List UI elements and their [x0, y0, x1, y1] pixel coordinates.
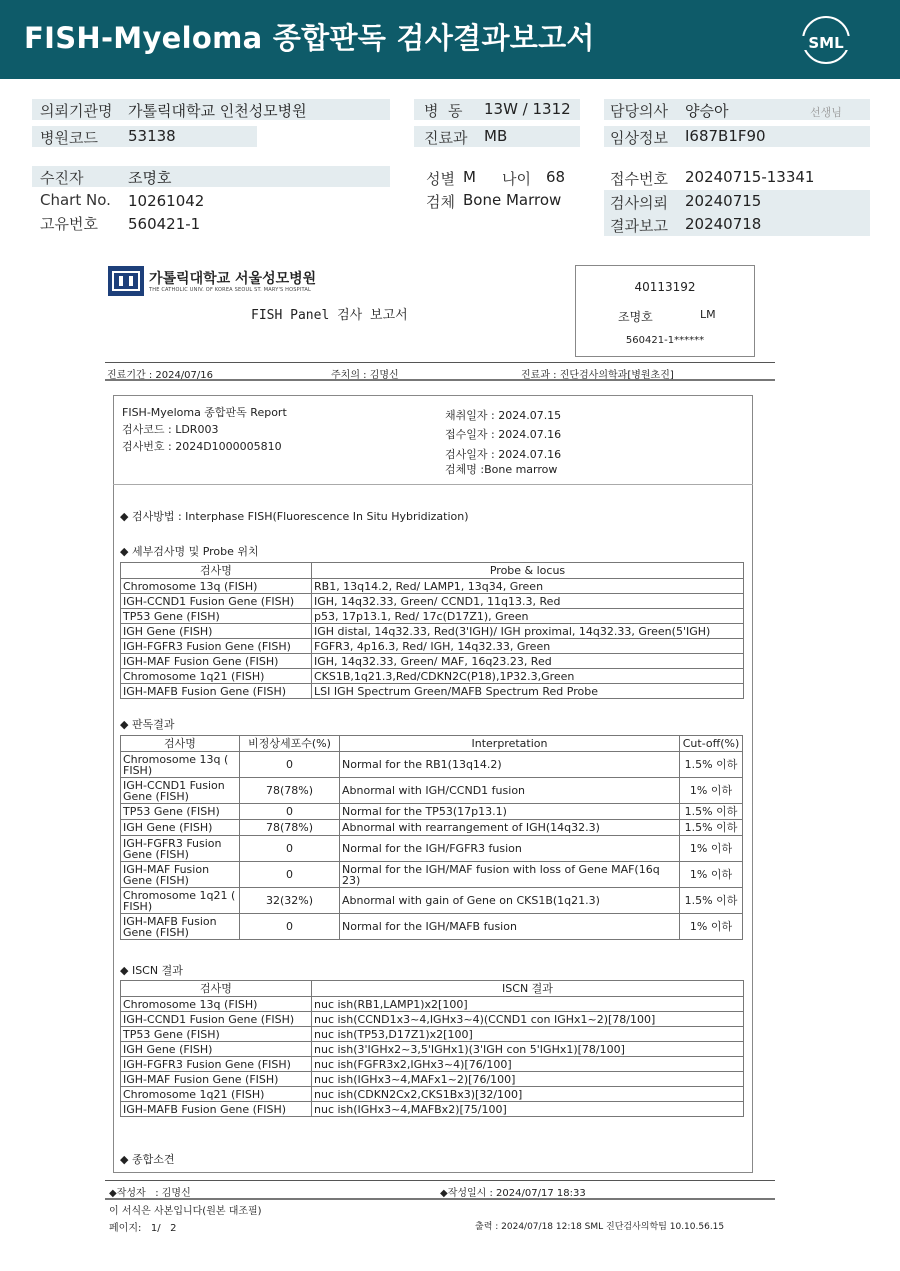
result-label: 결과보고: [610, 217, 668, 235]
table-cell: IGH, 14q32.33, Green/ MAF, 16q23.23, Red: [312, 654, 744, 669]
divider: [105, 379, 775, 381]
table-cell: 1.5% 이하: [680, 804, 743, 820]
clinical-value: I687B1F90: [685, 127, 766, 145]
table-cell: IGH-FGFR3 Fusion Gene (FISH): [121, 639, 312, 654]
request-value: 20240715: [685, 192, 762, 210]
summary-collected: 채취일자 : 2024.07.15: [445, 409, 562, 422]
table-row: [121, 654, 744, 669]
age-value: 68: [546, 168, 566, 186]
ward-label: 병 동: [424, 102, 463, 120]
table-cell: nuc ish(FGFR3x2,IGHx3~4)[76/100]: [312, 1057, 744, 1072]
table-cell: 1% 이하: [680, 862, 743, 888]
table-row: [121, 579, 744, 594]
table-row: [121, 914, 743, 940]
summary-name: FISH-Myeloma 종합판독 Report: [122, 406, 287, 419]
doctor-label: 담당의사: [610, 102, 668, 120]
table-cell: 1% 이하: [680, 778, 743, 804]
table-cell: FGFR3, 4p16.3, Red/ IGH, 14q32.33, Green: [312, 639, 744, 654]
table-cell: IGH Gene (FISH): [121, 624, 312, 639]
sex-value: M: [463, 168, 476, 186]
chart-label: Chart No.: [40, 191, 111, 209]
result-value: 20240718: [685, 215, 762, 233]
table-cell: 1% 이하: [680, 914, 743, 940]
summary-number: 검사번호 : 2024D1000005810: [122, 440, 282, 453]
table-cell: Chromosome 13q (FISH): [121, 997, 312, 1012]
info-row-bg: [32, 166, 390, 187]
table-cell: Chromosome 13q (FISH): [121, 579, 312, 594]
table-row: [121, 1042, 744, 1057]
probe-section-title: ◆ 세부검사명 및 Probe 위치: [120, 545, 259, 558]
ward-value: 13W / 1312: [484, 100, 571, 118]
table-row: [121, 1072, 744, 1087]
footer-printed: 출력 : 2024/07/18 12:18 SML 진단검사의학팀 10.10.56.15: [475, 1222, 725, 1232]
visit-dept: 진료과 : 진단검사의학과[병원초진]: [521, 370, 674, 381]
uid-label: 고유번호: [40, 215, 98, 233]
dept-label: 진료과: [424, 129, 468, 147]
hospital-logo-icon: [108, 266, 144, 296]
table-cell: LSI IGH Spectrum Green/MAFB Spectrum Red Probe: [312, 684, 744, 699]
table-cell: IGH-MAF Fusion Gene (FISH): [121, 1072, 312, 1087]
table-cell: 0: [240, 862, 340, 888]
table-header: Cut-off(%): [680, 736, 743, 752]
summary-code: 검사코드 : LDR003: [122, 423, 219, 436]
specimen-label: 검체: [426, 193, 455, 211]
doctor-value: 양승아: [685, 102, 729, 120]
table-cell: IGH-FGFR3 Fusion Gene (FISH): [121, 836, 240, 862]
table-cell: TP53 Gene (FISH): [121, 804, 240, 820]
table-row: [121, 669, 744, 684]
table-header: Probe & locus: [312, 563, 744, 579]
table-row: [121, 888, 743, 914]
table-cell: RB1, 13q14.2, Red/ LAMP1, 13q34, Green: [312, 579, 744, 594]
table-cell: p53, 17p13.1, Red/ 17c(D17Z1), Green: [312, 609, 744, 624]
hospital-name: 가톨릭대학교 서울성모병원: [149, 271, 317, 287]
institution-label: 의뢰기관명: [40, 102, 113, 120]
result-section-title: ◆ 판독결과: [120, 718, 175, 731]
table-cell: 78(78%): [240, 778, 340, 804]
table-cell: Normal for the RB1(13q14.2): [340, 752, 680, 778]
table-cell: IGH Gene (FISH): [121, 1042, 312, 1057]
table-cell: Normal for the IGH/FGFR3 fusion: [340, 836, 680, 862]
table-header: 검사명: [121, 736, 240, 752]
table-row: [121, 639, 744, 654]
table-cell: Normal for the IGH/MAFB fusion: [340, 914, 680, 940]
chart-value: 10261042: [128, 192, 205, 210]
footer-author: ◆작성자 : 김명신: [109, 1188, 191, 1199]
table-cell: nuc ish(IGHx3~4,MAFBx2)[75/100]: [312, 1102, 744, 1117]
table-cell: 78(78%): [240, 820, 340, 836]
patient-box-id: 40113192: [634, 280, 696, 294]
scanned-report: [105, 262, 775, 1242]
table-header: 검사명: [121, 563, 312, 579]
divider: [113, 484, 753, 485]
page-title: FISH-Myeloma 종합판독 검사결과보고서: [24, 21, 595, 55]
table-cell: IGH-MAFB Fusion Gene (FISH): [121, 1102, 312, 1117]
summary-received: 접수일자 : 2024.07.16: [445, 428, 562, 441]
table-cell: TP53 Gene (FISH): [121, 609, 312, 624]
table-header: ISCN 결과: [312, 981, 744, 997]
table-cell: Abnormal with gain of Gene on CKS1B(1q21.3): [340, 888, 680, 914]
uid-value: 560421-1: [128, 215, 201, 233]
request-label: 검사의뢰: [610, 194, 668, 212]
table-row: [121, 752, 743, 778]
hospital-subtitle: THE CATHOLIC UNIV. OF KOREA SEOUL ST. MARY'S HOSPITAL: [149, 287, 312, 293]
comment-section-title: ◆ 종합소견: [120, 1153, 175, 1166]
table-cell: nuc ish(IGHx3~4,MAFx1~2)[76/100]: [312, 1072, 744, 1087]
table-row: [121, 624, 744, 639]
sex-label: 성별: [426, 170, 455, 188]
iscn-section-title: ◆ ISCN 결과: [120, 964, 183, 977]
visit-attending: 주치의 : 김명신: [331, 370, 399, 381]
patient-label: 수진자: [40, 169, 84, 187]
table-row: [121, 862, 743, 888]
table-cell: IGH-CCND1 Fusion Gene (FISH): [121, 594, 312, 609]
table-cell: nuc ish(CCND1x3~4,IGHx3~4)(CCND1 con IGHx1~2)[78/100]: [312, 1012, 744, 1027]
table-cell: Chromosome 1q21 (FISH): [121, 669, 312, 684]
logo-text: SML: [808, 34, 844, 52]
iscn-table: [120, 980, 744, 1117]
table-cell: 0: [240, 836, 340, 862]
age-label: 나이: [502, 170, 531, 188]
table-row: [121, 778, 743, 804]
table-cell: IGH-MAF Fusion Gene (FISH): [121, 654, 312, 669]
footer-page: 페이지: 1/ 2: [109, 1223, 177, 1234]
table-row: [121, 1087, 744, 1102]
summary-tested: 검사일자 : 2024.07.16: [445, 448, 562, 461]
footer-written: ◆작성일시 : 2024/07/17 18:33: [440, 1188, 586, 1199]
receipt-value: 20240715-13341: [685, 168, 815, 186]
table-cell: IGH-MAF Fusion Gene (FISH): [121, 862, 240, 888]
table-cell: 32(32%): [240, 888, 340, 914]
specimen-value: Bone Marrow: [463, 191, 562, 209]
patient-box-uid: 560421-1******: [625, 335, 705, 346]
table-cell: nuc ish(RB1,LAMP1)x2[100]: [312, 997, 744, 1012]
table-cell: IGH-FGFR3 Fusion Gene (FISH): [121, 1057, 312, 1072]
table-cell: IGH Gene (FISH): [121, 820, 240, 836]
divider: [105, 1198, 775, 1200]
table-cell: 0: [240, 914, 340, 940]
table-cell: 1% 이하: [680, 836, 743, 862]
clinical-label: 임상정보: [610, 129, 668, 147]
table-row: [121, 609, 744, 624]
table-cell: IGH-MAFB Fusion Gene (FISH): [121, 914, 240, 940]
patient-value: 조명호: [128, 169, 172, 187]
table-cell: 0: [240, 804, 340, 820]
table-cell: Chromosome 13q ( FISH): [121, 752, 240, 778]
table-cell: 1.5% 이하: [680, 752, 743, 778]
method-text: ◆ 검사방법 : Interphase FISH(Fluorescence In Situ Hybridization): [120, 510, 469, 523]
table-cell: 1.5% 이하: [680, 888, 743, 914]
divider: [105, 362, 775, 363]
table-row: [121, 836, 743, 862]
report-title: FISH Panel 검사 보고서: [251, 308, 408, 323]
table-cell: Normal for the TP53(17p13.1): [340, 804, 680, 820]
result-table: [120, 735, 743, 940]
patient-box: [575, 265, 755, 357]
table-cell: IGH distal, 14q32.33, Red(3'IGH)/ IGH proximal, 14q32.33, Green(5'IGH): [312, 624, 744, 639]
table-cell: IGH-CCND1 Fusion Gene (FISH): [121, 1012, 312, 1027]
table-cell: CKS1B,1q21.3,Red/CDKN2C(P18),1P32.3,Green: [312, 669, 744, 684]
table-cell: Abnormal with IGH/CCND1 fusion: [340, 778, 680, 804]
table-cell: Chromosome 1q21 (FISH): [121, 1087, 312, 1102]
table-cell: nuc ish(CDKN2Cx2,CKS1Bx3)[32/100]: [312, 1087, 744, 1102]
footer-copy-note: 이 서식은 사본입니다(원본 대조필): [109, 1206, 262, 1217]
summary-specimen: 검체명 :Bone marrow: [445, 463, 558, 476]
table-cell: 0: [240, 752, 340, 778]
probe-table: [120, 562, 744, 699]
divider: [105, 1180, 775, 1181]
table-row: [121, 1027, 744, 1042]
table-cell: TP53 Gene (FISH): [121, 1027, 312, 1042]
hospital-code-value: 53138: [128, 127, 176, 145]
table-row: [121, 1012, 744, 1027]
table-header: 비정상세포수(%): [240, 736, 340, 752]
institution-value: 가톨릭대학교 인천성모병원: [128, 102, 307, 120]
table-row: [121, 1057, 744, 1072]
table-header: 검사명: [121, 981, 312, 997]
table-row: [121, 1102, 744, 1117]
table-cell: IGH-CCND1 Fusion Gene (FISH): [121, 778, 240, 804]
table-row: [121, 820, 743, 836]
receipt-label: 접수번호: [610, 170, 668, 188]
table-cell: Chromosome 1q21 ( FISH): [121, 888, 240, 914]
patient-box-code: LM: [700, 308, 716, 321]
patient-box-name: 조명호: [618, 310, 653, 324]
sml-logo-icon: [800, 14, 852, 66]
visit-period: 진료기간 : 2024/07/16: [107, 370, 214, 381]
doctor-suffix: 선생님: [810, 106, 842, 119]
table-cell: Abnormal with rearrangement of IGH(14q32.3): [340, 820, 680, 836]
table-cell: IGH, 14q32.33, Green/ CCND1, 11q13.3, Red: [312, 594, 744, 609]
table-cell: Normal for the IGH/MAF fusion with loss of Gene MAF(16q 23): [340, 862, 680, 888]
table-cell: IGH-MAFB Fusion Gene (FISH): [121, 684, 312, 699]
table-cell: 1.5% 이하: [680, 820, 743, 836]
hospital-code-label: 병원코드: [40, 129, 98, 147]
table-header: Interpretation: [340, 736, 680, 752]
table-row: [121, 997, 744, 1012]
dept-value: MB: [484, 127, 508, 145]
table-row: [121, 594, 744, 609]
table-row: [121, 804, 743, 820]
table-row: [121, 684, 744, 699]
table-cell: nuc ish(TP53,D17Z1)x2[100]: [312, 1027, 744, 1042]
table-cell: nuc ish(3'IGHx2~3,5'IGHx1)(3'IGH con 5'IGHx1)[78/100]: [312, 1042, 744, 1057]
page-header: [0, 0, 900, 79]
